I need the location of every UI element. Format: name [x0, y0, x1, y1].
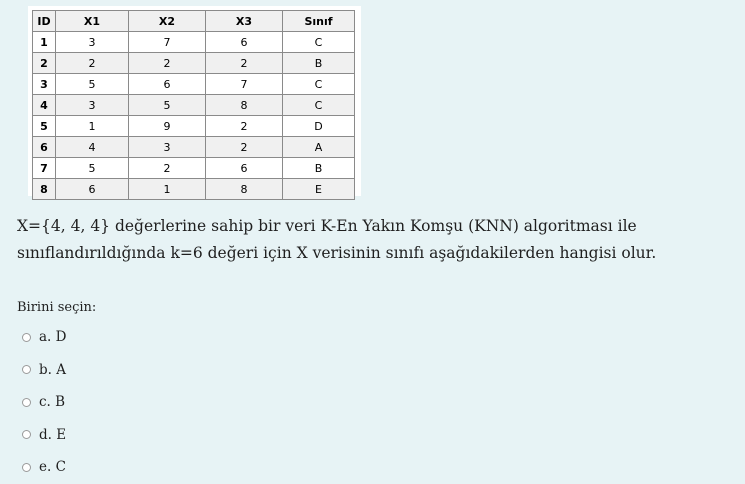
cell-id: 6: [33, 137, 56, 158]
header-x1: X1: [56, 11, 129, 32]
header-id: ID: [33, 11, 56, 32]
table-row: [33, 95, 355, 116]
cell-x2: 9: [129, 116, 206, 137]
cell-x3: 8: [206, 179, 283, 200]
option-label: b. A: [39, 361, 66, 378]
cell-x3: 2: [206, 116, 283, 137]
answer-prompt: Birini seçin:: [17, 300, 97, 315]
table-row: [33, 158, 355, 179]
option-a[interactable]: [22, 321, 66, 354]
header-sinif: Sınıf: [283, 11, 355, 32]
cell-x2: 3: [129, 137, 206, 158]
cell-id: 2: [33, 53, 56, 74]
cell-x1: 4: [56, 137, 129, 158]
cell-id: 8: [33, 179, 56, 200]
header-x2: X2: [129, 11, 206, 32]
data-table: [32, 10, 355, 200]
cell-sinif: D: [283, 116, 355, 137]
cell-x2: 7: [129, 32, 206, 53]
cell-x2: 2: [129, 158, 206, 179]
table-row: [33, 116, 355, 137]
header-x3: X3: [206, 11, 283, 32]
question-text: [17, 213, 737, 267]
radio-button-icon[interactable]: [22, 430, 31, 439]
radio-button-icon[interactable]: [22, 333, 31, 342]
cell-x3: 7: [206, 74, 283, 95]
cell-sinif: B: [283, 158, 355, 179]
option-e[interactable]: [22, 451, 66, 484]
cell-x3: 2: [206, 137, 283, 158]
table-row: [33, 74, 355, 95]
cell-sinif: C: [283, 74, 355, 95]
question-line-2: sınıflandırıldığında k=6 değeri için X verisinin sınıfı aşağıdakilerden hangisi olur.: [17, 244, 657, 262]
table-row: [33, 53, 355, 74]
option-label: a. D: [39, 329, 67, 346]
table-header-row: [33, 11, 355, 32]
cell-sinif: E: [283, 179, 355, 200]
radio-button-icon[interactable]: [22, 398, 31, 407]
radio-button-icon[interactable]: [22, 365, 31, 374]
cell-x2: 6: [129, 74, 206, 95]
cell-x1: 2: [56, 53, 129, 74]
cell-x1: 5: [56, 158, 129, 179]
cell-x2: 2: [129, 53, 206, 74]
option-c[interactable]: [22, 386, 66, 419]
question-line-1: X={4, 4, 4} değerlerine sahip bir veri K-En Yakın Komşu (KNN) algoritması ile: [17, 217, 637, 235]
option-label: e. C: [39, 459, 66, 476]
answer-options: [22, 321, 66, 484]
cell-id: 1: [33, 32, 56, 53]
cell-x2: 1: [129, 179, 206, 200]
cell-x1: 3: [56, 95, 129, 116]
option-label: c. B: [39, 394, 66, 411]
cell-id: 5: [33, 116, 56, 137]
table-row: [33, 32, 355, 53]
cell-x3: 8: [206, 95, 283, 116]
radio-button-icon[interactable]: [22, 463, 31, 472]
option-label: d. E: [39, 426, 67, 443]
cell-sinif: C: [283, 95, 355, 116]
cell-x3: 2: [206, 53, 283, 74]
cell-x2: 5: [129, 95, 206, 116]
option-d[interactable]: [22, 419, 66, 452]
table-row: [33, 179, 355, 200]
cell-sinif: A: [283, 137, 355, 158]
option-b[interactable]: [22, 354, 66, 387]
cell-x3: 6: [206, 32, 283, 53]
cell-sinif: C: [283, 32, 355, 53]
cell-x1: 1: [56, 116, 129, 137]
cell-x1: 3: [56, 32, 129, 53]
cell-x1: 6: [56, 179, 129, 200]
data-table-image: [28, 6, 361, 196]
cell-x1: 5: [56, 74, 129, 95]
table-row: [33, 137, 355, 158]
cell-id: 7: [33, 158, 56, 179]
cell-sinif: B: [283, 53, 355, 74]
cell-id: 4: [33, 95, 56, 116]
cell-x3: 6: [206, 158, 283, 179]
cell-id: 3: [33, 74, 56, 95]
